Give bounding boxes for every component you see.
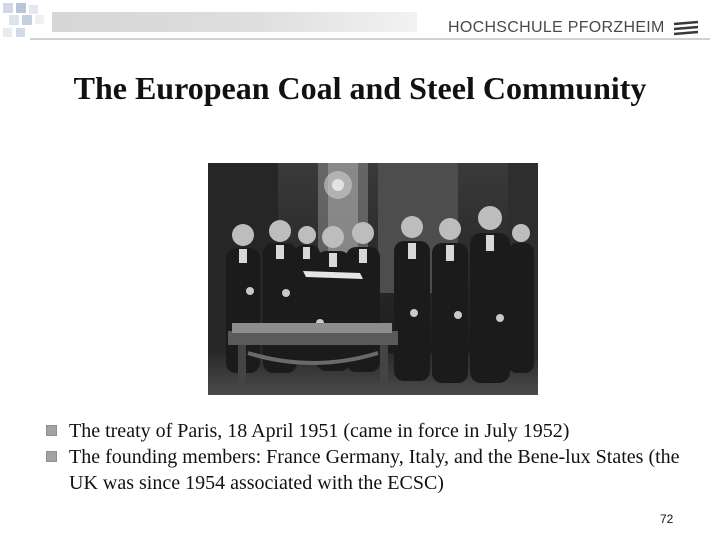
corner-squares-decoration (0, 0, 60, 50)
institution-logo (448, 19, 699, 37)
bullet-text: The founding members: France Germany, Italy, and the Bene-lux States (the UK was since 1954 associated with the ECSC) (69, 446, 680, 494)
bullet-item (44, 444, 684, 496)
logo-mark-icon (673, 20, 699, 36)
photo-icon (208, 163, 538, 395)
bullet-list (44, 418, 684, 496)
slide-title: The European Coal and Steel Community (73, 70, 647, 106)
square-bullet-icon (46, 425, 57, 436)
institution-name: HOCHSCHULE PFORZHEIM (448, 19, 665, 36)
bullet-item (44, 418, 684, 444)
bullet-text: The treaty of Paris, 18 April 1951 (came in force in July 1952) (69, 420, 570, 442)
header-divider (30, 38, 710, 40)
header-bar (52, 12, 417, 32)
square-bullet-icon (46, 451, 57, 462)
page-number: 72 (660, 512, 674, 526)
